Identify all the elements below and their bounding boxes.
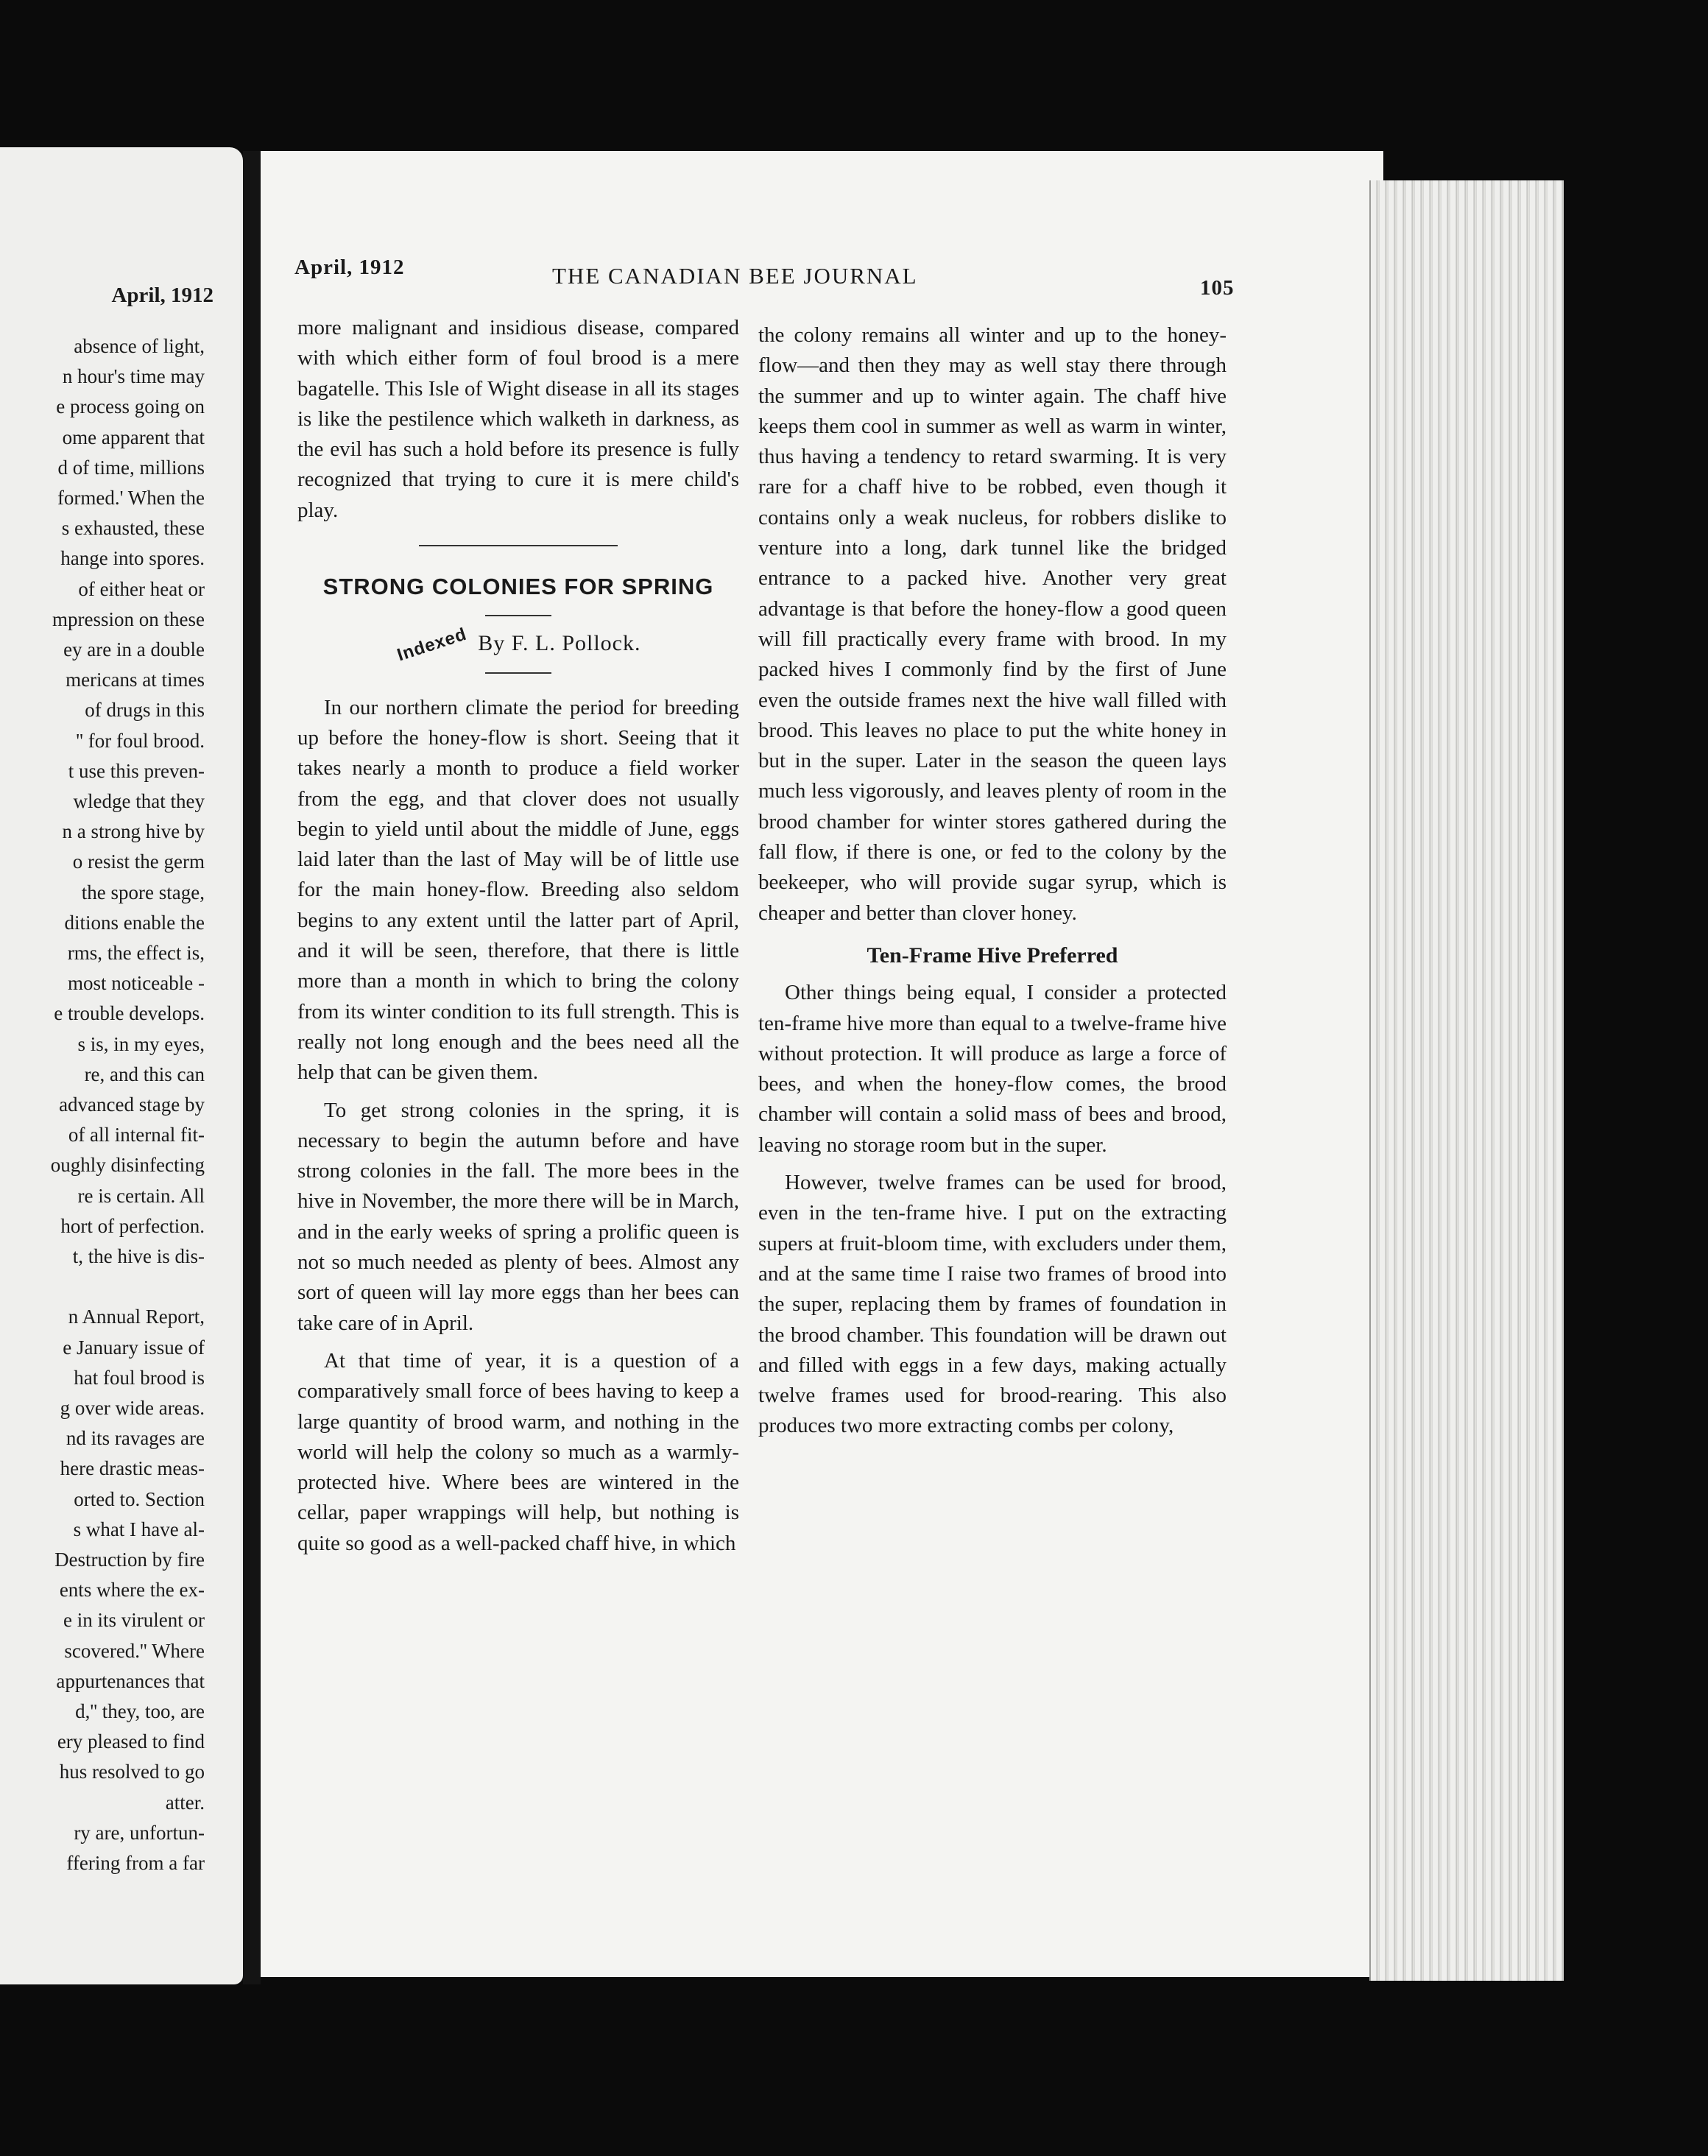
left-page-line: re, and this can [84,1063,205,1085]
left-page-line: g over wide areas. [60,1397,205,1419]
book-page-edges [1369,180,1564,1981]
left-page-line: s exhausted, these [61,517,205,540]
left-page-line: hort of perfection. [60,1214,205,1237]
left-page-line: e process going on [56,395,205,418]
previous-page [0,147,243,1984]
journal-title: THE CANADIAN BEE JOURNAL [552,263,918,289]
left-page-header: April, 1912 [111,283,214,307]
left-page-line: oughly disinfecting [50,1154,205,1177]
title-rule [485,615,551,616]
left-page-line: most noticeable - [68,972,205,995]
left-page-line: of all internal fit- [68,1124,205,1146]
paragraph: However, twelve frames can be used for brood, even in the ten-frame hive. I put on the extracting supers at fruit-bloom time, with excluders under them, and at the same time I raise two frames of brood into the super, replacing them by frames of foundation in the brood chamber. This foundation will be drawn out and filled with eggs in a few days, making actually twelve frames used for brood-rearing. This also produces two more extracting combs per colony, [758,1171,1227,1438]
left-page-line: t, the hive is dis- [72,1245,205,1267]
book-gutter [243,151,261,1984]
byline: By F. L. Pollock. [478,631,641,656]
left-page-line: of either heat or [78,577,205,600]
left-page-line: mpression on these [52,607,205,630]
intro-paragraph: more malignant and insidious disease, compared with which either form of foul brood is a mere bagatelle. This Isle of Wight disease in all its stages is like the pestilence which walketh in darkness, as the evil has such a hold before its presence is fully recognized that trying to cure it is mere child's play. [297,316,739,522]
left-page-line: ey are in a double [63,638,205,660]
left-page-line: formed.' When the [57,487,205,509]
left-page-line: hange into spores. [60,547,205,570]
section-rule [419,545,618,546]
journal-page [261,151,1383,1977]
left-page-line: wledge that they [73,790,205,812]
byline-rule [485,672,551,674]
left-page-line: e trouble develops. [54,1002,205,1025]
left-page-line: ome apparent that [62,426,205,448]
left-page-line: appurtenances that [56,1669,205,1692]
left-page-line: hat foul brood is [74,1366,205,1389]
page-number: 105 [1200,276,1235,300]
paragraph: To get strong colonies in the spring, it is necessary to begin the autumn before and have strong colonies in the fall. The more bees in the hive in November, the more there will be in March, and in the early weeks of spring a prolific queen is not so much needed as plenty of bees. Almost any sort of queen will lay more eggs than her bees can take care of in April. [297,1098,739,1335]
continued-paragraph: the colony remains all winter and up to the honey-flow—and then they may as well stay there through the summer and up to winter again. The chaff hive keeps them cool in summer as well as warm in winter, thus having a tendency to retard swarming. It is very rare for a chaff hive to be robbed, even though it contains only a weak nucleus, for robbers dislike to venture into a long, dark tunnel like the bridged entrance to a packed hive. Another very great advantage is that before the honey-flow a good queen will fill practically every frame with brood. In my packed hives I commonly find by the first of June even the outside frames next the hive wall filled with brood. This leaves no place to put the white honey in but in the super. Later in the season the queen lays much less vigorously, and leaves plenty of room in the brood chamber for winter stores gathered during the fall flow, if there is one, or fed to the colony by the beekeeper, who will provide sugar syrup, which is cheaper and better than clover honey. [758,323,1227,925]
left-page-line: t use this preven- [68,759,205,782]
left-page-line: ffering from a far [66,1852,205,1874]
left-page-line: here drastic meas- [60,1457,205,1480]
left-page-line: d,'' they, too, are [75,1700,205,1722]
left-page-line: orted to. Section [74,1487,205,1510]
left-page-line: e in its virulent or [63,1609,205,1632]
paragraph: In our northern climate the period for breeding up before the honey-flow is short. Seeing that it takes nearly a month to produce a field worker from the egg, and that clover does not usually begin to yield until about the middle of June, eggs laid later than the last of May will be of little use for the main honey-flow. Breeding also seldom begins to any extent until the latter part of April, and it will be seen, therefore, that there is little more than a month in which to bring the colony from its winter condition to its full strength. This is really not long enough and the bees need all the help that can be given them. [297,695,739,1085]
left-page-line: ditions enable the [64,911,205,934]
left-page-line: n Annual Report, [68,1306,205,1328]
left-page-line: scovered.'' Where [64,1639,205,1662]
left-page-line: e January issue of [63,1336,205,1359]
byline-row [297,624,739,666]
left-page-line: atter. [165,1791,205,1814]
left-page-line: n a strong hive by [62,820,205,843]
left-page-line: re is certain. All [77,1184,205,1207]
left-page-line: '' for foul brood. [76,729,205,752]
left-page-line: hus resolved to go [59,1761,205,1783]
left-page-line: ry are, unfortun- [74,1821,205,1844]
column-right [758,320,1227,1449]
left-page-line: of drugs in this [85,699,205,722]
column-left [297,313,739,1566]
left-page-line: s what I have al- [73,1518,205,1540]
paragraph: Other things being equal, I consider a protected ten-frame hive more than equal to a twelve-frame hive without protection. It will produce as large a force of bees, and when the honey-flow comes, the brood chamber will contain a solid mass of bees and brood, leaving no storage room but in the super. [758,981,1227,1157]
paragraph: At that time of year, it is a question of a comparatively small force of bees having to keep a large quantity of brood warm, and nothing in the world will help the colony so much as a warmly-protected hive. Where bees are wintered in the cellar, paper wrappings will help, but nothing is quite so good as a well-packed chaff hive, in which [297,1348,739,1555]
article-title: STRONG COLONIES FOR SPRING [322,574,714,600]
left-page-line: rms, the effect is, [67,942,205,964]
left-page-line: ents where the ex- [59,1579,205,1602]
left-page-line: advanced stage by [59,1093,205,1116]
left-page-line: s is, in my eyes, [77,1032,205,1055]
left-page-line: n hour's time may [62,365,205,388]
left-page-line: the spore stage, [81,881,205,903]
indexed-stamp: Indexed [394,624,469,666]
left-page-line: absence of light, [74,335,205,357]
left-page-line: Destruction by fire [54,1549,205,1571]
left-page-line: ery pleased to find [57,1730,205,1753]
left-page-line: mericans at times [66,669,205,691]
left-page-line: o resist the germ [72,850,205,873]
left-page-line: nd its ravages are [66,1427,205,1450]
left-page-line: d of time, millions [57,456,205,479]
page-header-date: April, 1912 [294,256,405,279]
section-subhead: Ten-Frame Hive Preferred [867,943,1118,968]
